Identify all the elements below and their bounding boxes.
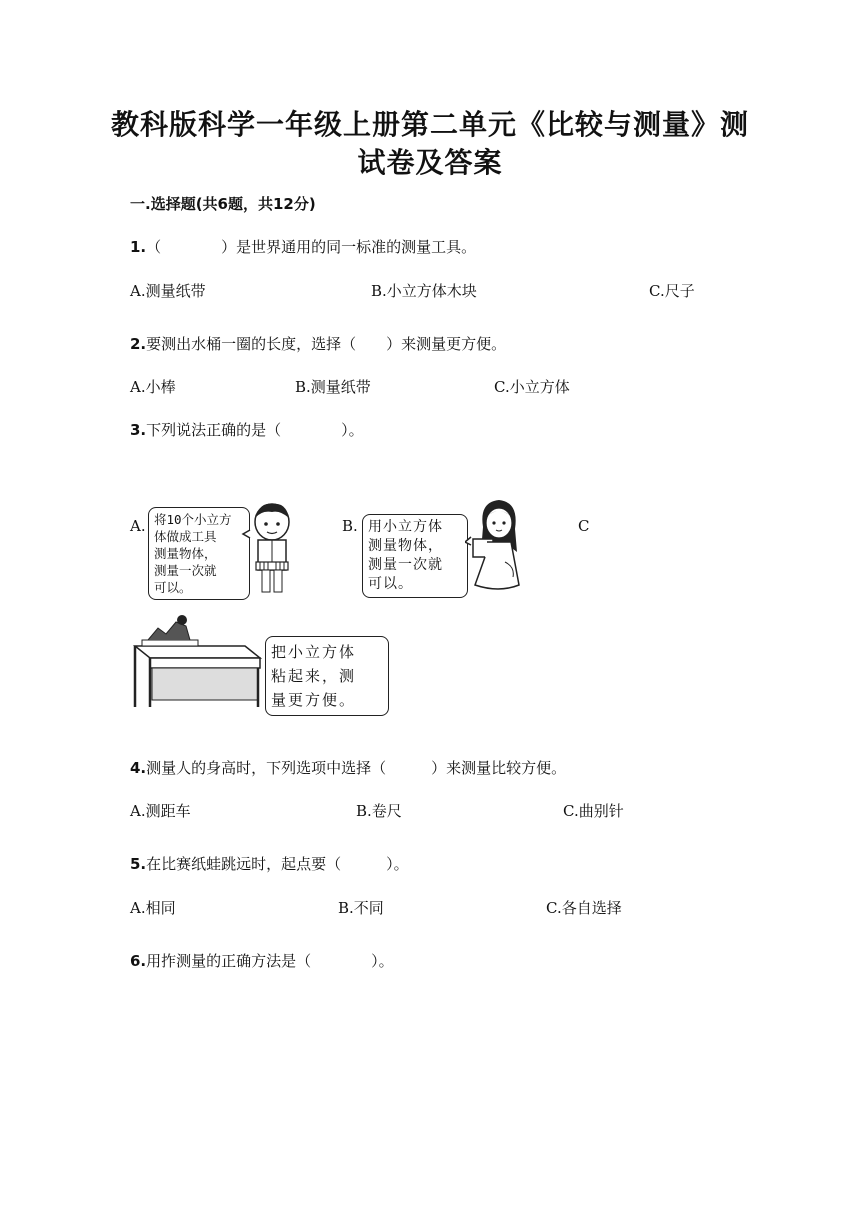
option-1a: A.测量纸带 bbox=[130, 282, 206, 300]
option-2c: C.小立方体 bbox=[494, 378, 570, 396]
bubble-line: 可以。 bbox=[368, 576, 413, 592]
speech-bubble-c bbox=[265, 636, 389, 716]
question-4 bbox=[130, 757, 566, 778]
question-5 bbox=[130, 853, 409, 874]
question-text: （ ）是世界通用的同一标准的测量工具。 bbox=[146, 238, 477, 256]
question-number: 5. bbox=[130, 855, 147, 873]
question-1 bbox=[130, 236, 476, 257]
option-3b-label: B. bbox=[342, 517, 358, 535]
option-5a: A.相同 bbox=[130, 899, 176, 917]
question-6 bbox=[130, 950, 394, 971]
option-4a: A.测距车 bbox=[130, 802, 191, 820]
option-1c: C.尺子 bbox=[649, 282, 695, 300]
option-3c-label: C bbox=[578, 517, 590, 535]
question-2 bbox=[130, 333, 506, 354]
bubble-line: 可以。 bbox=[154, 580, 192, 595]
table-illustration bbox=[130, 612, 265, 712]
question-text: 在比赛纸蛙跳远时，起点要（ ）。 bbox=[146, 855, 409, 873]
question-3 bbox=[130, 419, 364, 440]
speech-bubble-b bbox=[362, 514, 468, 598]
speech-bubble-a bbox=[148, 507, 250, 600]
option-4c: C.曲别针 bbox=[563, 802, 624, 820]
bubble-line: 用小立方体 bbox=[368, 519, 443, 535]
bubble-line: 体做成工具 bbox=[154, 529, 217, 544]
bubble-line: 量更方便。 bbox=[271, 691, 357, 709]
question-text: 下列说法正确的是（ ）。 bbox=[146, 421, 364, 439]
bubble-line: 测量一次就 bbox=[154, 563, 217, 578]
section-heading: 一.选择题(共6题，共12分) bbox=[130, 195, 316, 213]
question-number: 4. bbox=[130, 759, 147, 777]
boy-illustration bbox=[240, 500, 305, 600]
question-text: 用拃测量的正确方法是（ ）。 bbox=[146, 952, 394, 970]
option-3a-label: A. bbox=[130, 517, 146, 535]
option-2b: B.测量纸带 bbox=[295, 378, 371, 396]
option-1b: B.小立方体木块 bbox=[371, 282, 477, 300]
question-number: 3. bbox=[130, 421, 147, 439]
bubble-line: 把小立方体 bbox=[271, 643, 357, 661]
question-number: 6. bbox=[130, 952, 147, 970]
question-text: 测量人的身高时，下列选项中选择（ ）来测量比较方便。 bbox=[146, 759, 567, 777]
page-title-line-1: 教科版科学一年级上册第二单元《比较与测量》测 bbox=[110, 108, 749, 141]
page-title-line-2: 试卷及答案 bbox=[357, 146, 503, 179]
bubble-line: 将10个小立方 bbox=[154, 512, 232, 527]
question-text: 要测出水桶一圈的长度，选择（ ）来测量更方便。 bbox=[146, 335, 507, 353]
question-number: 1. bbox=[130, 238, 147, 256]
option-2a: A.小棒 bbox=[130, 378, 176, 396]
question-number: 2. bbox=[130, 335, 147, 353]
girl-illustration bbox=[465, 497, 535, 595]
option-5b: B.不同 bbox=[338, 899, 384, 917]
bubble-line: 测量物体， bbox=[154, 546, 217, 561]
bubble-line: 测量一次就 bbox=[368, 557, 443, 573]
option-4b: B.卷尺 bbox=[356, 802, 402, 820]
bubble-line: 粘起来，测 bbox=[271, 667, 357, 685]
bubble-line: 测量物体， bbox=[368, 538, 443, 554]
option-5c: C.各自选择 bbox=[546, 899, 622, 917]
